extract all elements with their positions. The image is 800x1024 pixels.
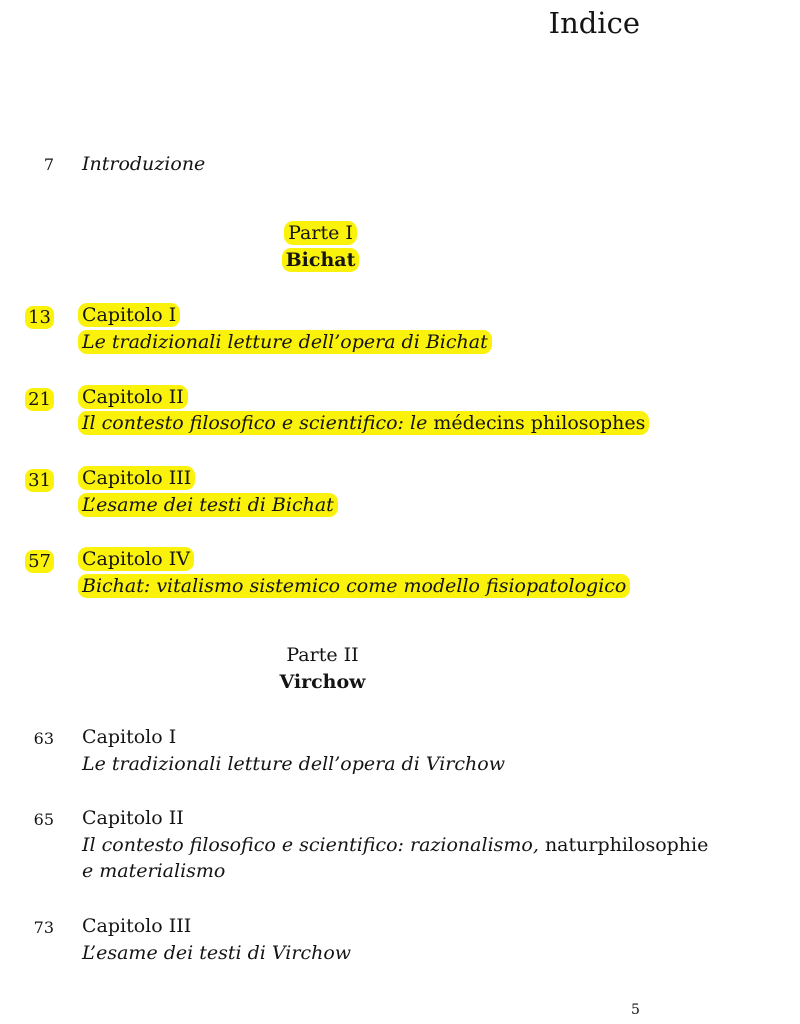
toc-page-number: 7 xyxy=(43,155,54,174)
chapter-label: Capitolo III xyxy=(82,915,192,937)
chapter-title: Il contesto filosofico e scientifico: razionalismo, naturphilosophie xyxy=(82,834,709,856)
part-label: Parte II xyxy=(286,644,359,666)
toc-page-number: 57 xyxy=(0,551,54,572)
toc-page-number: 73 xyxy=(33,918,54,937)
chapter-label: Capitolo II xyxy=(82,386,188,408)
toc-page-number: 31 xyxy=(0,470,54,491)
chapter-title: Bichat: vitalismo sistemico come modello fisiopatologico xyxy=(82,575,630,597)
chapter-title: L’esame dei testi di Virchow xyxy=(82,942,352,964)
part-name: Bichat xyxy=(0,249,645,271)
part-name: Virchow xyxy=(279,671,366,693)
toc-page-number: 63 xyxy=(33,729,54,748)
chapter-title-continued: e materialismo xyxy=(82,860,226,882)
chapter-label: Capitolo I xyxy=(82,726,177,748)
chapter-label: Capitolo I xyxy=(82,304,180,326)
toc-page-number: 65 xyxy=(33,810,54,829)
toc-entry-title: Introduzione xyxy=(82,153,206,175)
chapter-title: L’esame dei testi di Bichat xyxy=(82,494,338,516)
chapter-label: Capitolo III xyxy=(82,467,195,489)
toc-page-number: 13 xyxy=(0,307,54,328)
part-label: Parte I xyxy=(0,222,645,244)
chapter-label: Capitolo IV xyxy=(82,548,194,570)
page-title: Indice xyxy=(548,6,640,40)
chapter-title: Le tradizionali letture dell’opera di Bichat xyxy=(82,331,492,353)
chapter-label: Capitolo II xyxy=(82,807,184,829)
chapter-title: Le tradizionali letture dell’opera di Virchow xyxy=(82,753,505,775)
chapter-title: Il contesto filosofico e scientifico: le médecins philosophes xyxy=(82,412,649,434)
toc-page-number: 21 xyxy=(0,389,54,410)
page-number: 5 xyxy=(631,1002,640,1018)
